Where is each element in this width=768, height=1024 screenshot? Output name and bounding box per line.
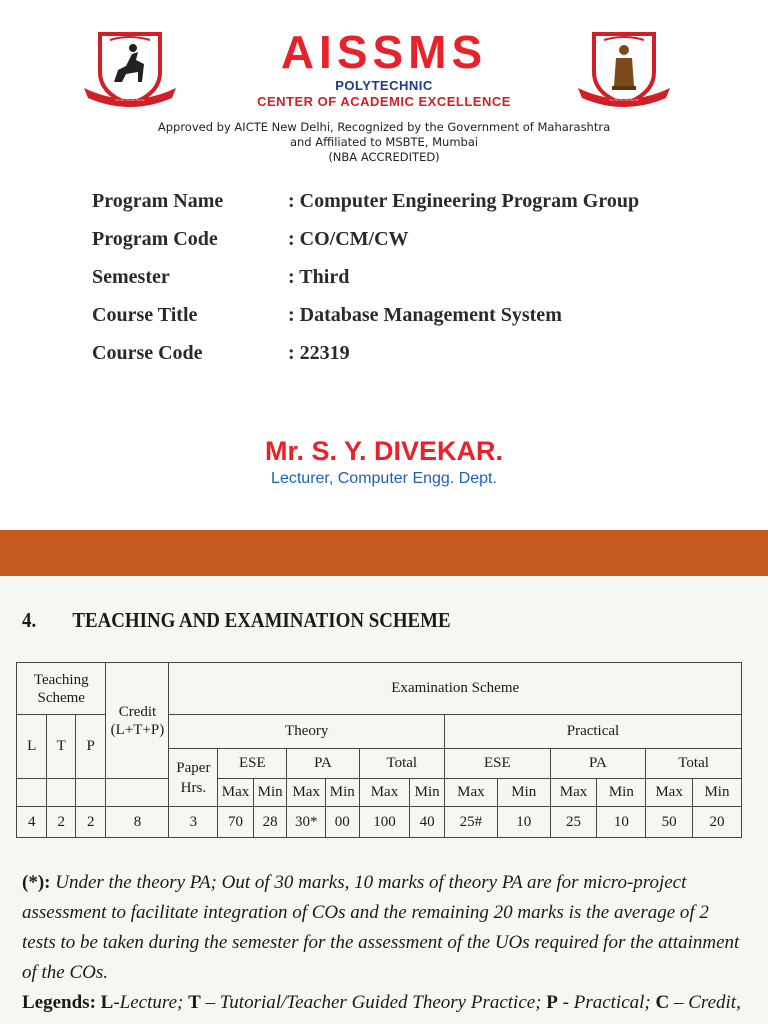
info-value: : CO/CM/CW [288, 228, 409, 250]
info-label: Course Code [92, 342, 203, 364]
header-theory-total: Total [359, 749, 444, 779]
presenter-name: Mr. S. Y. DIVEKAR. [264, 436, 504, 466]
header-theory-ese: ESE [218, 749, 287, 779]
left-crest-horse-rider-icon [80, 30, 180, 112]
header-teaching-scheme: Teaching Scheme [17, 663, 106, 715]
svg-text:~~~~~~: ~~~~~~ [114, 97, 146, 104]
subheader-min: Min [597, 779, 646, 807]
subheader-max: Max [646, 779, 693, 807]
section-title: TEACHING AND EXAMINATION SCHEME [72, 608, 451, 632]
value-theory-pa-min: 00 [326, 807, 360, 838]
value-theory-ese-max: 70 [218, 807, 254, 838]
footnote [22, 868, 746, 988]
value-l: 4 [17, 807, 47, 838]
header-practical: Practical [444, 715, 741, 749]
institute-brand [180, 26, 588, 110]
info-value: : Computer Engineering Program Group [288, 190, 640, 212]
institute-type: POLYTECHNIC [335, 78, 433, 93]
value-theory-total-min: 40 [410, 807, 445, 838]
subheader-max: Max [287, 779, 326, 807]
slide-divider-band [0, 530, 768, 576]
subheader-max: Max [550, 779, 597, 807]
value-practical-pa-max: 25 [550, 807, 597, 838]
value-theory-pa-max: 30* [287, 807, 326, 838]
header-p: P [75, 715, 106, 779]
header-practical-total: Total [646, 749, 742, 779]
legend-text: – Credit, [669, 992, 741, 1013]
legend-key: T [188, 992, 201, 1013]
header-practical-ese: ESE [444, 749, 550, 779]
header-exam-scheme: Examination Scheme [169, 663, 742, 715]
legend-text: – Tutorial/Teacher Guided Theory Practice; [200, 992, 547, 1013]
svg-text:~~~~~~: ~~~~~~ [608, 97, 640, 104]
teaching-exam-scheme-table [16, 662, 742, 838]
header-credit: Credit (L+T+P) [106, 663, 169, 779]
subheader-min: Min [326, 779, 360, 807]
value-t: 2 [47, 807, 75, 838]
presenter-block [0, 433, 768, 489]
info-label: Program Code [92, 228, 218, 250]
header-t: T [47, 715, 75, 779]
subheader-min: Min [253, 779, 287, 807]
footnote-marker: (*): [22, 872, 51, 893]
value-credit: 8 [106, 807, 169, 838]
info-label: Course Title [92, 304, 198, 326]
value-theory-total-max: 100 [359, 807, 410, 838]
subheader-min: Min [497, 779, 550, 807]
value-practical-ese-max: 25# [444, 807, 497, 838]
header-theory-pa: PA [287, 749, 359, 779]
institute-tagline: CENTER OF ACADEMIC EXCELLENCE [257, 94, 511, 109]
legend-key: P [546, 992, 558, 1013]
header-l: L [17, 715, 47, 779]
info-label: Program Name [92, 190, 224, 212]
right-crest-statue-icon [574, 30, 674, 112]
value-theory-ese-min: 28 [253, 807, 287, 838]
legend-key: C [655, 992, 670, 1013]
value-p: 2 [75, 807, 106, 838]
legend [22, 988, 762, 1018]
value-practical-ese-min: 10 [497, 807, 550, 838]
subheader-max: Max [359, 779, 410, 807]
subheader-max: Max [218, 779, 254, 807]
info-value: : 22319 [288, 342, 350, 364]
legend-label: Legends: [22, 992, 96, 1013]
value-practical-total-max: 50 [646, 807, 693, 838]
legend-text: -Lecture; [113, 992, 189, 1013]
value-paper-hrs: 3 [169, 807, 218, 838]
approval-statement [80, 120, 688, 165]
legend-key: L [100, 992, 114, 1013]
value-practical-pa-min: 10 [597, 807, 646, 838]
legend-text: - Practical; [557, 992, 656, 1013]
footnote-text: Under the theory PA; Out of 30 marks, 10 marks of theory PA are for micro-project assessment to facilitate integration of COs and the remaining 20 marks is the average of 2 tests to be taken during the semester for the assessment of the UOs required for the attainment of the COs. [22, 872, 740, 983]
info-value: : Database Management System [288, 304, 562, 326]
institute-name: AISSMS [280, 26, 488, 78]
subheader-min: Min [692, 779, 741, 807]
subheader-min: Min [410, 779, 445, 807]
presenter-role: Lecturer, Computer Engg. Dept. [271, 470, 497, 487]
approval-line: and Affiliated to MSBTE, Mumbai [289, 135, 479, 149]
accreditation-line: (NBA ACCREDITED) [328, 150, 440, 164]
section-number: 4. [22, 608, 37, 632]
header-practical-pa: PA [550, 749, 646, 779]
header-paper-hrs: Paper Hrs. [169, 749, 218, 807]
info-label: Semester [92, 266, 170, 288]
info-value: : Third [288, 266, 350, 288]
subheader-max: Max [444, 779, 497, 807]
approval-line: Approved by AICTE New Delhi, Recognized by the Government of Maharashtra [157, 120, 611, 134]
section-heading [22, 608, 451, 633]
value-practical-total-min: 20 [692, 807, 741, 838]
header-theory: Theory [169, 715, 444, 749]
